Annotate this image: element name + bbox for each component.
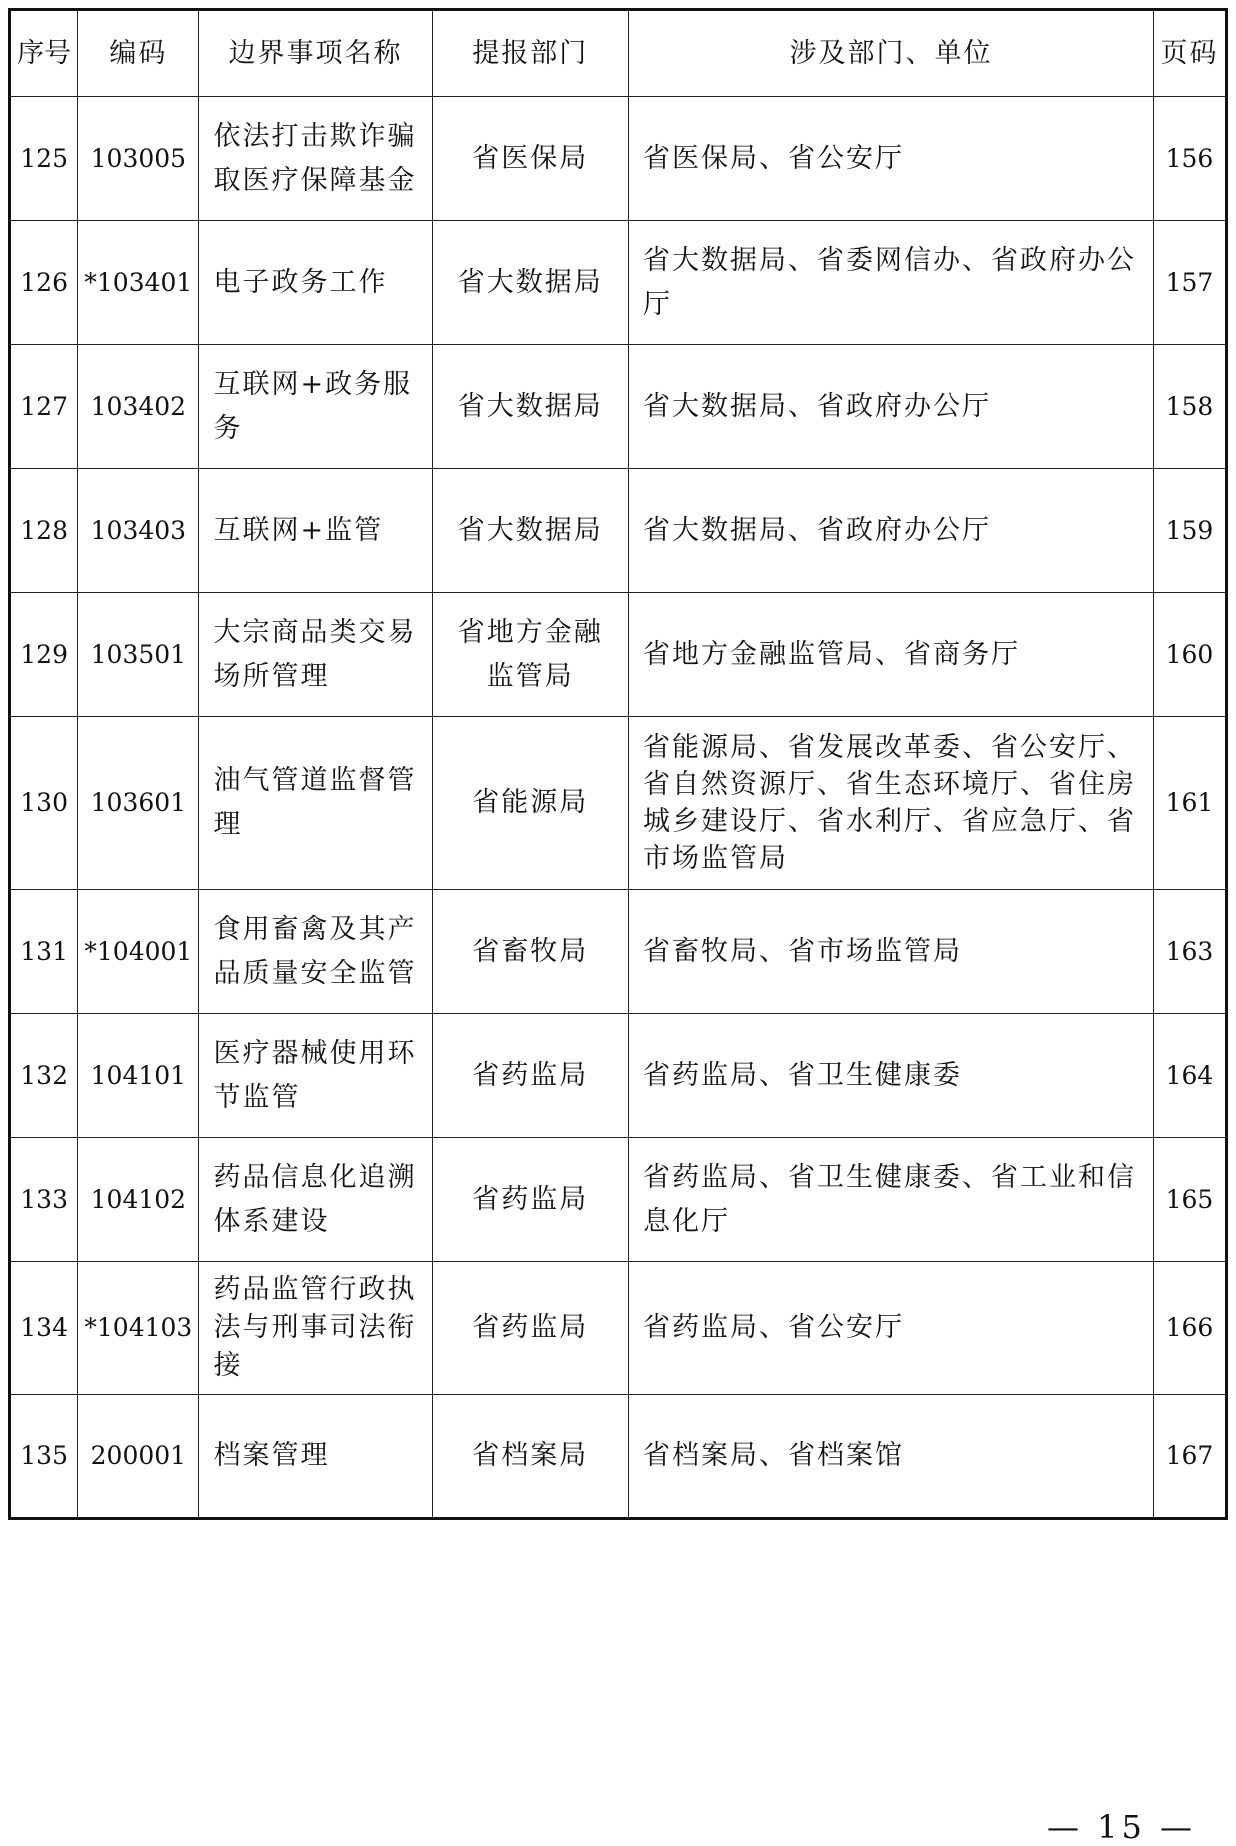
row-name: 电子政务工作 (199, 221, 432, 345)
row-name: 医疗器械使用环节监管 (199, 1014, 432, 1138)
row-dept: 省药监局 (432, 1262, 629, 1395)
row-name: 药品信息化追溯体系建设 (199, 1138, 432, 1262)
header-seq: 序号 (10, 10, 78, 97)
table-row (10, 1138, 1227, 1262)
table-row (10, 1014, 1227, 1138)
header-page: 页码 (1153, 10, 1226, 97)
row-dept: 省医保局 (432, 97, 629, 221)
row-dept: 省大数据局 (432, 469, 629, 593)
row-seq: 129 (10, 593, 78, 717)
table-row (10, 1262, 1227, 1395)
header-involved: 涉及部门、单位 (629, 10, 1154, 97)
row-dept: 省大数据局 (432, 345, 629, 469)
row-code: 103402 (78, 345, 199, 469)
row-page: 156 (1153, 97, 1226, 221)
header-dept: 提报部门 (432, 10, 629, 97)
row-seq: 135 (10, 1395, 78, 1519)
row-code: 104101 (78, 1014, 199, 1138)
table-row (10, 593, 1227, 717)
row-page: 166 (1153, 1262, 1226, 1395)
row-involved: 省大数据局、省委网信办、省政府办公厅 (629, 221, 1154, 345)
table-row (10, 97, 1227, 221)
row-seq: 127 (10, 345, 78, 469)
row-page: 165 (1153, 1138, 1226, 1262)
header-code: 编码 (78, 10, 199, 97)
row-seq: 133 (10, 1138, 78, 1262)
row-name: 食用畜禽及其产品质量安全监管 (199, 890, 432, 1014)
row-dept: 省畜牧局 (432, 890, 629, 1014)
table-row (10, 1395, 1227, 1519)
row-dept: 省地方金融监管局 (432, 593, 629, 717)
row-involved: 省药监局、省卫生健康委 (629, 1014, 1154, 1138)
row-involved: 省地方金融监管局、省商务厅 (629, 593, 1154, 717)
row-name: 档案管理 (199, 1395, 432, 1519)
row-name: 大宗商品类交易场所管理 (199, 593, 432, 717)
table-row (10, 221, 1227, 345)
row-seq: 130 (10, 717, 78, 890)
boundary-items-table (8, 8, 1228, 1520)
row-name: 互联网+政务服务 (199, 345, 432, 469)
row-page: 159 (1153, 469, 1226, 593)
row-seq: 125 (10, 97, 78, 221)
row-seq: 134 (10, 1262, 78, 1395)
row-code: *104001 (78, 890, 199, 1014)
row-page: 167 (1153, 1395, 1226, 1519)
row-dept: 省药监局 (432, 1014, 629, 1138)
row-code: 103601 (78, 717, 199, 890)
header-name: 边界事项名称 (199, 10, 432, 97)
row-involved: 省大数据局、省政府办公厅 (629, 345, 1154, 469)
row-code: 104102 (78, 1138, 199, 1262)
table-header-row (10, 10, 1227, 97)
row-dept: 省大数据局 (432, 221, 629, 345)
row-page: 158 (1153, 345, 1226, 469)
row-involved: 省大数据局、省政府办公厅 (629, 469, 1154, 593)
table-row (10, 717, 1227, 890)
row-code: *104103 (78, 1262, 199, 1395)
row-code: 103403 (78, 469, 199, 593)
row-page: 164 (1153, 1014, 1226, 1138)
row-involved: 省医保局、省公安厅 (629, 97, 1154, 221)
row-involved: 省药监局、省公安厅 (629, 1262, 1154, 1395)
row-dept: 省档案局 (432, 1395, 629, 1519)
row-seq: 126 (10, 221, 78, 345)
row-page: 163 (1153, 890, 1226, 1014)
table-row (10, 345, 1227, 469)
row-code: 103005 (78, 97, 199, 221)
row-seq: 131 (10, 890, 78, 1014)
page-number: — 15 — (1046, 1808, 1196, 1846)
row-dept: 省药监局 (432, 1138, 629, 1262)
table-row (10, 890, 1227, 1014)
row-page: 161 (1153, 717, 1226, 890)
row-name: 油气管道监督管理 (199, 717, 432, 890)
row-seq: 132 (10, 1014, 78, 1138)
row-name: 药品监管行政执法与刑事司法衔接 (199, 1262, 432, 1395)
row-involved: 省能源局、省发展改革委、省公安厅、省自然资源厅、省生态环境厅、省住房城乡建设厅、省水利厅、省应急厅、省市场监管局 (629, 717, 1154, 890)
table-row (10, 469, 1227, 593)
row-name: 依法打击欺诈骗取医疗保障基金 (199, 97, 432, 221)
row-name: 互联网+监管 (199, 469, 432, 593)
row-seq: 128 (10, 469, 78, 593)
row-involved: 省药监局、省卫生健康委、省工业和信息化厅 (629, 1138, 1154, 1262)
row-page: 157 (1153, 221, 1226, 345)
row-dept: 省能源局 (432, 717, 629, 890)
row-page: 160 (1153, 593, 1226, 717)
row-involved: 省档案局、省档案馆 (629, 1395, 1154, 1519)
row-code: 103501 (78, 593, 199, 717)
row-code: *103401 (78, 221, 199, 345)
row-involved: 省畜牧局、省市场监管局 (629, 890, 1154, 1014)
row-code: 200001 (78, 1395, 199, 1519)
